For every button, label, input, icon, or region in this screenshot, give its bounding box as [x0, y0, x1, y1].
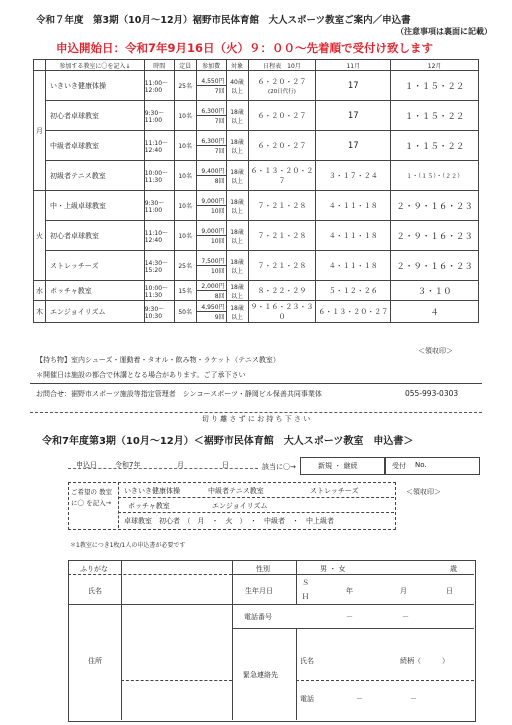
era-showa: Ｓ	[302, 579, 309, 587]
day-label: 火	[34, 191, 46, 281]
application-date-label: 申込日	[76, 461, 97, 469]
furigana-label: ふりがな	[80, 565, 108, 573]
target-sub: 以上	[231, 292, 244, 300]
course-time	[144, 251, 174, 281]
course-name[interactable]: 初心者卓球教室	[45, 221, 144, 251]
target-age: 18歳	[230, 304, 244, 312]
course-time	[144, 71, 174, 101]
december-dates: ４	[391, 301, 479, 323]
col-october: 日程表 10月	[248, 60, 316, 71]
target-age: 18歳	[230, 168, 244, 176]
option-stretchies[interactable]: ストレッチーズ	[310, 487, 359, 495]
fee-sessions: 8回	[214, 293, 225, 300]
fee-amount: 9,000円	[197, 196, 226, 206]
course-capacity: 10名	[174, 161, 196, 191]
october-dates-text: ６・２０・２７	[257, 77, 307, 86]
target-sub: 以上	[231, 177, 244, 185]
course-time	[144, 101, 174, 131]
application-start: 申込開始日：令和7年9月16日（火）９：００～先着順で受付け致します	[56, 41, 434, 55]
dob-year: 年	[346, 587, 353, 595]
fee-sessions: 7回	[214, 88, 225, 95]
october-dates-text: ７・２１・２８	[257, 261, 307, 270]
october-dates-text: ７・２１・２８	[257, 201, 307, 210]
target-sub: 以上	[231, 87, 244, 95]
check-prompt: 該当に〇→	[262, 463, 296, 471]
time-end: 11:00	[144, 116, 163, 124]
col-december: 12月	[391, 60, 479, 71]
course-target	[226, 161, 248, 191]
schedule-row	[34, 161, 479, 191]
november-dates: ３・１７・２４	[316, 161, 391, 191]
target-sub: 以上	[231, 207, 244, 215]
course-target	[226, 301, 248, 323]
name-label: 氏名	[88, 587, 102, 595]
name-input[interactable]	[122, 575, 232, 603]
schedule-row	[34, 71, 479, 101]
course-name[interactable]: ボッチャ教室	[45, 281, 144, 301]
option-intermediate-tennis[interactable]: 中級者テニス教室	[208, 487, 264, 495]
time-start: 9:30～	[144, 199, 165, 207]
items-to-bring: 【持ち物】室内シューズ・運動着・タオル・飲み物・ラケット（テニス教室）	[36, 356, 280, 364]
december-dates: ２・９・１６・２３	[391, 221, 479, 251]
new-continue-options: 新規 ・ 継続	[318, 462, 358, 470]
option-enjoy-rhythm[interactable]: エンジョイリズム	[212, 502, 268, 510]
col-fee: 参加費	[196, 60, 226, 71]
december-dates: １・１５・２２	[391, 101, 479, 131]
schedule-row	[34, 101, 479, 131]
dob-day: 日	[446, 587, 453, 595]
course-name[interactable]: 中・上級卓球教室	[45, 191, 144, 221]
october-dates-text: ８・２２・２９	[257, 286, 307, 295]
target-age: 18歳	[230, 228, 244, 236]
dob-month: 月	[400, 587, 407, 595]
target-age: 40歳	[230, 78, 244, 86]
date-year: 令和7年	[115, 461, 141, 469]
schedule-header-row	[34, 60, 479, 71]
time-end: 12:40	[144, 146, 163, 154]
emergency-relation: 続柄（ ）	[400, 657, 449, 665]
receipt-stamp-label-2: ＜領収印＞	[406, 488, 441, 496]
fee-amount: 2,000円	[197, 281, 226, 291]
col-capacity: 定員	[174, 60, 196, 71]
time-end: 11:30	[144, 291, 163, 299]
time-start: 9:30～	[144, 109, 165, 117]
pi-vline-4	[296, 628, 297, 720]
col-november: 11月	[316, 60, 391, 71]
time-end: 15:20	[144, 266, 163, 274]
october-note: (20日代行)	[268, 88, 296, 95]
address-label: 住所	[88, 657, 102, 665]
gender-label: 性別	[256, 565, 270, 573]
october-dates-text: ７・２１・２８	[257, 231, 307, 240]
course-fee	[196, 191, 226, 221]
fee-amount: 6,300円	[197, 136, 226, 146]
course-time	[144, 161, 174, 191]
closure-note: ＊開催日は施設の都合で休講となる場合があります。ご了承下さい	[36, 371, 246, 379]
november-dates: ４・１１・１８	[316, 191, 391, 221]
course-time	[144, 131, 174, 161]
time-start: 9:30～	[144, 305, 165, 313]
cut-instruction: 切 り 離 さ ず に お 持 ち 下 さ い	[196, 415, 316, 423]
course-fee	[196, 161, 226, 191]
course-capacity: 25名	[174, 71, 196, 101]
october-dates	[248, 191, 316, 221]
course-time	[144, 301, 174, 323]
course-capacity: 25名	[174, 251, 196, 281]
december-dates: ３・１０	[391, 281, 479, 301]
form-title: 令和7年度第3期（10月～12月）＜裾野市民体育館 大人スポーツ教室 申込書＞	[42, 436, 414, 447]
october-dates	[248, 131, 316, 161]
time-start: 10:00～	[144, 169, 169, 177]
tel-label: 電話番号	[244, 613, 272, 621]
november-dates: ５・１２・２６	[316, 281, 391, 301]
option-table-tennis[interactable]: 卓球教室 初心者 （ 月 ・ 火 ） ・ 中級者 ・ 中上級者	[124, 517, 334, 525]
course-fee	[196, 101, 226, 131]
pi-vline-3	[296, 560, 297, 604]
course-target	[226, 221, 248, 251]
course-capacity: 10名	[174, 191, 196, 221]
december-dates: １・（１５）・（２２）	[391, 161, 479, 191]
fee-sessions: 10回	[210, 208, 225, 215]
course-fee	[196, 131, 226, 161]
gender-options[interactable]: 男 ・ 女	[320, 565, 346, 573]
fee-amount: 4,550円	[197, 76, 226, 86]
emergency-tel-label: 電話	[300, 695, 314, 703]
time-start: 11:10～	[144, 139, 169, 147]
schedule-table	[33, 59, 479, 323]
target-age: 18歳	[230, 108, 244, 116]
time-end: 10:30	[144, 312, 163, 320]
fee-amount: 9,400円	[197, 166, 226, 176]
december-dates: ２・９・１６・２３	[391, 251, 479, 281]
schedule-row	[34, 131, 479, 161]
fee-amount: 6,300円	[197, 106, 226, 116]
target-age: 18歳	[230, 198, 244, 206]
schedule-row	[34, 281, 479, 301]
october-dates-text: ６・１３・２０・２７	[250, 166, 314, 185]
course-name[interactable]: ストレッチーズ	[45, 251, 144, 281]
october-dates-text: ６・２０・２７	[257, 141, 307, 150]
page-title: 令和７年度 第3期（10月～12月）裾野市民体育館 大人スポーツ教室ご案内／申込書	[36, 15, 411, 26]
fee-sessions: 8回	[214, 178, 225, 185]
reception-no: No.	[415, 461, 427, 469]
one-form-per-course-note: ＊1教室につき1枚/1人の申込書が必要です	[70, 542, 186, 549]
cut-text-wrap	[0, 406, 512, 425]
course-capacity: 15名	[174, 281, 196, 301]
november-dates: ４・１１・１８	[316, 251, 391, 281]
day-label: 水	[34, 281, 46, 301]
course-time	[144, 191, 174, 221]
pi-hline-3	[232, 628, 474, 629]
december-dates: ２・９・１６・２３	[391, 191, 479, 221]
course-capacity: 50名	[174, 301, 196, 323]
fee-sessions: 10回	[210, 238, 225, 245]
target-sub: 以上	[231, 237, 244, 245]
october-dates	[248, 221, 316, 251]
pi-em-line	[296, 680, 474, 681]
october-dates-text: ９・１６・２３・３０	[250, 302, 314, 321]
course-fee	[196, 221, 226, 251]
emergency-tel-dash-1: －	[356, 695, 363, 703]
fee-sessions: 7回	[214, 148, 225, 155]
course-target	[226, 191, 248, 221]
course-fee	[196, 301, 226, 323]
course-sel-hline1	[118, 497, 394, 498]
contact-phone: 055-993-0303	[405, 389, 459, 398]
target-sub: 以上	[231, 117, 244, 125]
course-name[interactable]: 初心者卓球教室	[45, 101, 144, 131]
fee-amount: 7,500円	[197, 256, 226, 266]
time-start: 11:00～	[144, 79, 169, 87]
course-fee	[196, 251, 226, 281]
fee-amount: 4,950円	[197, 302, 226, 312]
time-start: 10:00～	[144, 284, 169, 292]
reception-label: 受付	[392, 462, 406, 470]
col-target: 対象	[226, 60, 248, 71]
time-start: 11:10～	[144, 229, 169, 237]
course-select-prompt: ご希望の 教室に〇 を記入→	[71, 488, 113, 507]
time-end: 12:40	[144, 236, 163, 244]
date-day: 日	[222, 461, 229, 469]
fee-sessions: 9回	[214, 314, 225, 321]
december-dates: １・１５・２２	[391, 131, 479, 161]
divider	[30, 383, 482, 384]
address-input[interactable]	[122, 605, 232, 719]
schedule-row	[34, 251, 479, 281]
notice-note: （注意事項は裏面に記載）	[396, 27, 492, 36]
course-sel-vline	[118, 482, 119, 528]
course-fee	[196, 281, 226, 301]
age-unit: 歳	[450, 565, 457, 573]
target-sub: 以上	[231, 313, 244, 321]
november-dates: ４・１１・１８	[316, 221, 391, 251]
course-target	[226, 251, 248, 281]
tel-dash-1: －	[346, 613, 353, 621]
col-time: 時間	[144, 60, 174, 71]
course-name[interactable]: 初級者テニス教室	[45, 161, 144, 191]
october-dates	[248, 251, 316, 281]
receipt-stamp-label: ＜領収印＞	[418, 347, 453, 355]
november-dates: ６・１３・２０・２７	[316, 301, 391, 323]
target-age: 18歳	[230, 258, 244, 266]
course-fee	[196, 71, 226, 101]
fee-amount: 9,000円	[197, 226, 226, 236]
era-heisei: Ｈ	[302, 593, 309, 601]
october-dates	[248, 71, 316, 101]
course-target	[226, 281, 248, 301]
november-dates: 17	[316, 101, 391, 131]
target-age: 18歳	[230, 138, 244, 146]
course-capacity: 10名	[174, 101, 196, 131]
pi-hline-1	[232, 574, 474, 575]
course-name[interactable]: 中級者卓球教室	[45, 131, 144, 161]
dob-label: 生年月日	[245, 587, 273, 595]
emergency-tel-dash-2: －	[410, 695, 417, 703]
schedule-row	[34, 221, 479, 251]
course-name[interactable]: エンジョイリズム	[45, 301, 144, 323]
october-dates	[248, 161, 316, 191]
day-label: 木	[34, 301, 46, 323]
november-dates: 17	[316, 71, 391, 101]
target-age: 18歳	[230, 283, 244, 291]
emergency-name-label: 氏名	[300, 657, 314, 665]
course-capacity: 10名	[174, 131, 196, 161]
schedule-row	[34, 191, 479, 221]
november-dates: 17	[316, 131, 391, 161]
time-end: 12:00	[144, 86, 163, 94]
october-dates-text: ６・２０・２７	[257, 111, 307, 120]
october-dates	[248, 281, 316, 301]
december-dates: １・１５・２２	[391, 71, 479, 101]
pi-vline-2	[232, 560, 233, 720]
course-time	[144, 221, 174, 251]
target-sub: 以上	[231, 267, 244, 275]
tel-dash-2: －	[402, 613, 409, 621]
october-dates	[248, 301, 316, 323]
course-sel-hline2	[118, 512, 394, 513]
time-end: 11:30	[144, 176, 163, 184]
contact-info: お問合せ：裾野市スポーツ施設等指定管理者 シンコースポーツ・静岡ビル保善共同事業体	[36, 390, 322, 398]
date-month: 月	[177, 461, 184, 469]
time-start: 14:30～	[144, 259, 169, 267]
day-label: 月	[34, 71, 46, 191]
option-health-exercise[interactable]: いきいき健康体操	[124, 487, 180, 495]
target-sub: 以上	[231, 147, 244, 155]
course-target	[226, 131, 248, 161]
fee-sessions: 7回	[214, 118, 225, 125]
time-end: 11:00	[144, 206, 163, 214]
course-target	[226, 101, 248, 131]
schedule-row	[34, 301, 479, 323]
emergency-label: 緊急連絡先	[243, 671, 278, 679]
option-boccia[interactable]: ボッチャ教室	[128, 502, 170, 510]
course-time	[144, 281, 174, 301]
fee-sessions: 10回	[210, 268, 225, 275]
course-target	[226, 71, 248, 101]
course-name[interactable]: いきいき健康体操	[45, 71, 144, 101]
course-capacity: 10名	[174, 221, 196, 251]
col-course: 参加する教室に〇を記入↓	[45, 60, 144, 71]
october-dates	[248, 101, 316, 131]
